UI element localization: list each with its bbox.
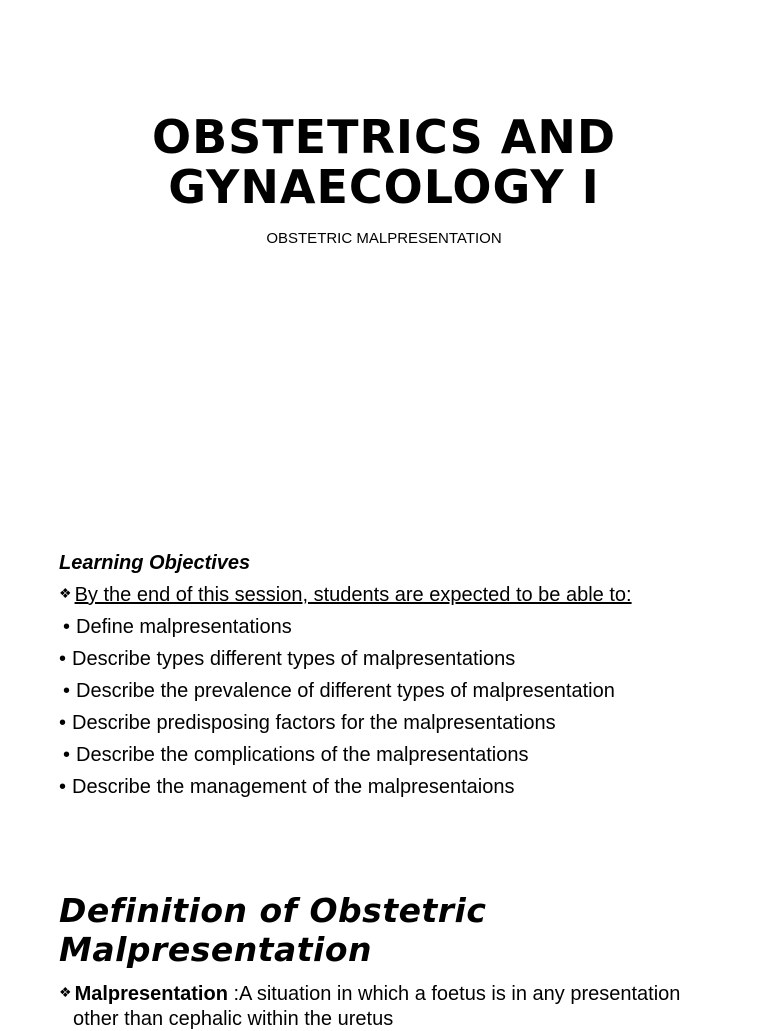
objectives-list	[59, 613, 749, 805]
list-item-text: Describe predisposing factors for the malpresentations	[72, 712, 556, 734]
list-item	[59, 773, 749, 805]
four-diamonds-bullet-icon: ❖	[59, 984, 72, 1000]
definition-heading-line-2: Malpresentation	[59, 930, 373, 969]
objectives-intro-text: By the end of this session, students are expected to be able to:	[74, 584, 632, 606]
bullet-icon: •	[59, 648, 67, 670]
list-item-text: Define malpresentations	[76, 616, 292, 638]
definition-line-2: other than cephalic within the uretus	[73, 1008, 394, 1030]
list-item-text: Describe the complications of the malpresentations	[76, 744, 529, 766]
list-item-text: Describe the prevalence of different types of malpresentation	[76, 680, 615, 702]
list-item-text: Describe the management of the malpresentaions	[72, 776, 515, 798]
list-item	[59, 741, 749, 773]
title-line-1: OBSTETRICS AND	[151, 110, 617, 164]
title-line-2: GYNAECOLOGY I	[168, 160, 600, 214]
definition-line-1	[59, 982, 729, 1007]
document-title	[0, 112, 768, 212]
definition-term: Malpresentation	[74, 983, 228, 1005]
bullet-icon: •	[63, 616, 71, 638]
definition-heading	[59, 891, 749, 969]
definition-heading-line-1: Definition of Obstetric	[59, 891, 487, 930]
list-item	[59, 613, 749, 645]
bullet-icon: •	[59, 712, 67, 734]
four-diamonds-bullet-icon: ❖	[59, 585, 72, 601]
bullet-icon: •	[63, 680, 71, 702]
objectives-heading: Learning Objectives	[59, 552, 251, 574]
bullet-icon: •	[63, 744, 71, 766]
list-item	[59, 677, 749, 709]
document-subtitle: OBSTETRIC MALPRESENTATION	[266, 230, 502, 247]
learning-objectives-section	[59, 549, 749, 805]
definition-text: :A situation in which a foetus is in any presentation	[227, 983, 681, 1005]
list-item-text: Describe types different types of malpresentations	[72, 648, 516, 670]
objectives-intro	[59, 581, 749, 613]
list-item	[59, 709, 749, 741]
list-item	[59, 645, 749, 677]
bullet-icon: •	[59, 776, 67, 798]
